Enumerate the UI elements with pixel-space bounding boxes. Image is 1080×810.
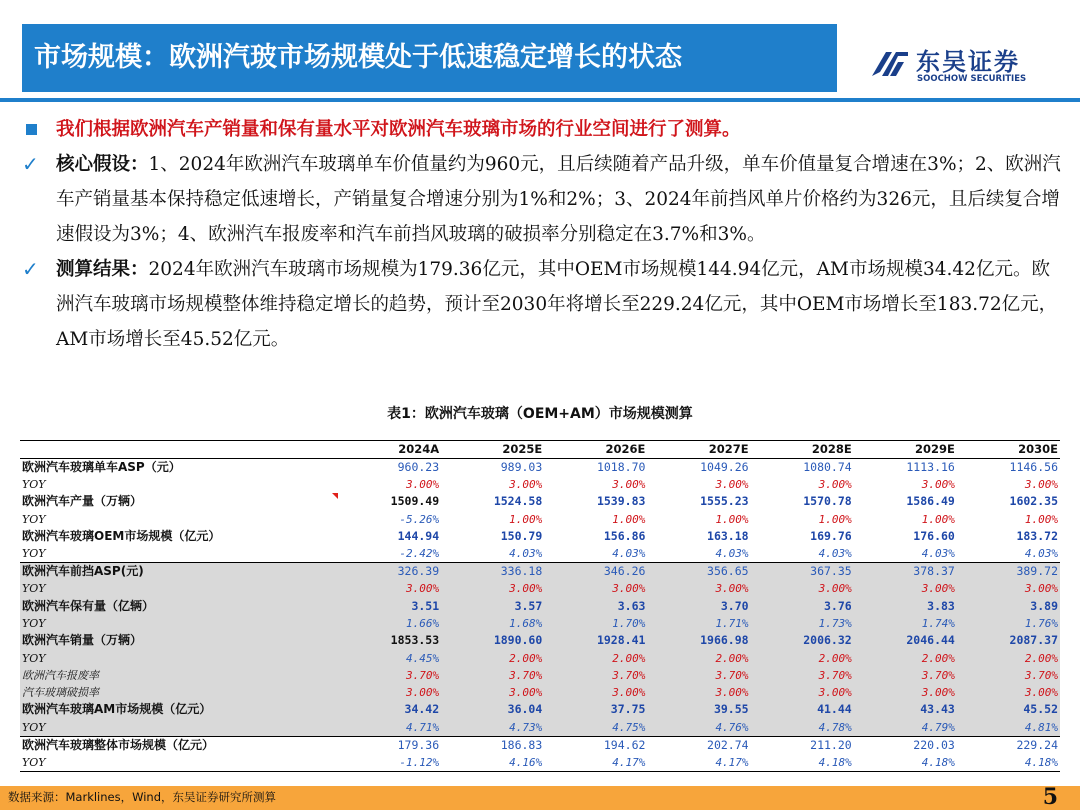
- check-icon: ✓: [22, 257, 39, 281]
- intro-text: 我们根据欧洲汽车产销量和保有量水平对欧洲汽车玻璃市场的行业空间进行了测算。: [56, 119, 741, 140]
- table-cell: 1018.70: [596, 460, 646, 474]
- table-cell: 4.78%: [751, 719, 854, 737]
- table-cell: 4.17%: [647, 754, 750, 772]
- table-row: [20, 597, 1060, 614]
- table-cell: 36.04: [441, 701, 544, 718]
- table-cell: 3.70%: [854, 667, 957, 684]
- table-cell: 3.51: [338, 597, 441, 614]
- table-cell: 3.00%: [612, 478, 646, 492]
- table-cell: 1113.16: [906, 460, 955, 474]
- table-row: [20, 511, 1060, 528]
- table-cell: 3.00%: [1024, 478, 1058, 492]
- table-cell: 144.94: [397, 529, 440, 544]
- table-cell: 1.00%: [715, 512, 749, 526]
- table-title: 表1：欧洲汽车玻璃（OEM+AM）市场规模测算: [387, 406, 693, 422]
- logo-english-name: SOOCHOW SECURITIES: [917, 74, 1027, 84]
- table-cell: 1570.78: [803, 494, 852, 509]
- table-row: [20, 476, 1060, 493]
- table-cell: 39.55: [647, 701, 750, 718]
- row-label-text: YOY: [22, 512, 46, 526]
- source-note: 数据来源：Marklines，Wind，东吴证券研究所测算: [8, 790, 277, 804]
- table-body: [20, 459, 1060, 772]
- row-label-text: 欧洲汽车玻璃AM市场规模（亿元）: [22, 702, 212, 717]
- table-row: [20, 615, 1060, 632]
- table-cell: 1.00%: [921, 512, 955, 526]
- table-row: [20, 563, 1060, 581]
- row-label-text: YOY: [22, 720, 46, 734]
- table-cell: 43.43: [854, 701, 957, 718]
- row-label: [20, 754, 338, 772]
- year-header: 2026E: [544, 441, 647, 459]
- table-cell: 389.72: [957, 563, 1060, 581]
- table-cell: 186.83: [441, 736, 544, 754]
- market-size-table: [20, 440, 1060, 772]
- table-cell: 2087.37: [957, 632, 1060, 649]
- table-cell: 1524.58: [493, 494, 543, 509]
- row-label: [20, 632, 338, 649]
- table-cell: 3.00%: [751, 684, 854, 701]
- table-cell: 3.00%: [338, 684, 441, 701]
- row-label-text: YOY: [22, 755, 46, 769]
- table-cell: 3.89: [957, 597, 1060, 614]
- table-cell: 4.03%: [509, 547, 543, 561]
- row-label: [20, 667, 338, 684]
- table-row: [20, 649, 1060, 666]
- row-label: [20, 511, 338, 528]
- table-cell: 3.00%: [854, 580, 957, 597]
- year-header: 2029E: [854, 441, 957, 459]
- header-divider: [0, 98, 1080, 102]
- row-label: [20, 597, 338, 614]
- logo-chinese-name: 东吴证券: [916, 48, 1020, 76]
- table-cell: 3.00%: [854, 684, 957, 701]
- row-label-text: 欧洲汽车保有量（亿辆）: [22, 598, 155, 613]
- table-cell: 2.00%: [751, 649, 854, 666]
- table-cell: 183.72: [1016, 529, 1058, 544]
- check-icon: ✓: [22, 152, 39, 176]
- table-cell: 163.18: [707, 529, 749, 544]
- row-label: [20, 649, 338, 666]
- table-row: [20, 736, 1060, 754]
- table-row: [20, 667, 1060, 684]
- row-label-text: 欧洲汽车销量（万辆）: [22, 633, 143, 648]
- table-cell: 3.00%: [957, 684, 1060, 701]
- header-blank: [20, 441, 338, 459]
- table-cell: 3.83: [854, 597, 957, 614]
- table-cell: 1146.56: [1009, 460, 1058, 474]
- table-cell: 3.70: [647, 597, 750, 614]
- table-cell: 3.76: [751, 597, 854, 614]
- row-label: [20, 476, 338, 493]
- table-cell: 3.63: [544, 597, 647, 614]
- row-label-text: 欧洲汽车玻璃整体市场规模（亿元）: [22, 737, 215, 752]
- table-cell: 3.00%: [647, 684, 750, 701]
- table-cell: 2046.44: [854, 632, 957, 649]
- table-cell: 1.68%: [441, 615, 544, 632]
- table-cell: 3.70%: [544, 667, 647, 684]
- table-cell: 150.79: [500, 529, 543, 544]
- table-cell: 2.00%: [957, 649, 1060, 666]
- row-label: [20, 528, 338, 545]
- table-cell: 3.00%: [406, 478, 440, 492]
- table-cell: 1.00%: [1024, 512, 1058, 526]
- table-row: [20, 545, 1060, 563]
- table-cell: 3.70%: [441, 667, 544, 684]
- table-cell: -5.26%: [399, 512, 440, 526]
- body-text: [22, 112, 1062, 357]
- table-cell: 1586.49: [906, 494, 955, 509]
- table-row: [20, 580, 1060, 597]
- table-cell: 326.39: [338, 563, 441, 581]
- row-label: [20, 545, 338, 563]
- table-header-row: [20, 441, 1060, 459]
- table-cell: 4.18%: [751, 754, 854, 772]
- bullet-intro: [22, 112, 1062, 147]
- table-cell: -2.42%: [399, 547, 440, 561]
- table-cell: 336.18: [441, 563, 544, 581]
- row-label: [20, 701, 338, 718]
- table-cell: 4.75%: [544, 719, 647, 737]
- table-cell: 169.76: [810, 529, 852, 544]
- table-cell: -1.12%: [338, 754, 441, 772]
- table-row: [20, 754, 1060, 772]
- row-label-text: 欧洲汽车报废率: [22, 668, 99, 682]
- table-row: [20, 528, 1060, 545]
- year-header: 2028E: [751, 441, 854, 459]
- bullet-assumption: [22, 147, 1062, 252]
- table-cell: 4.16%: [441, 754, 544, 772]
- row-label-text: YOY: [22, 651, 46, 665]
- table-cell: 37.75: [544, 701, 647, 718]
- table-cell: 3.00%: [647, 580, 750, 597]
- table-cell: 1966.98: [647, 632, 750, 649]
- table-cell: 3.00%: [441, 684, 544, 701]
- table-cell: 3.00%: [544, 684, 647, 701]
- table-cell: 220.03: [854, 736, 957, 754]
- table-cell: 211.20: [751, 736, 854, 754]
- table-row: [20, 459, 1060, 477]
- table-row: [20, 493, 1060, 510]
- table-cell: 960.23: [397, 460, 440, 474]
- row-label-text: 欧洲汽车玻璃OEM市场规模（亿元）: [22, 529, 221, 544]
- year-header: 2027E: [647, 441, 750, 459]
- table-cell: 989.03: [500, 460, 543, 474]
- table-cell: 3.70%: [957, 667, 1060, 684]
- table-cell: 4.18%: [957, 754, 1060, 772]
- table-cell: 2.00%: [647, 649, 750, 666]
- year-header: 2025E: [441, 441, 544, 459]
- row-label: [20, 459, 338, 477]
- table-cell: 3.00%: [715, 478, 749, 492]
- row-label-text: YOY: [22, 478, 46, 492]
- page-title: 市场规模：欧洲汽玻市场规模处于低速稳定增长的状态: [22, 24, 837, 92]
- table-row: [20, 632, 1060, 649]
- table-cell: 3.70%: [338, 667, 441, 684]
- table-cell: 4.03%: [1024, 547, 1058, 561]
- table-cell: 4.71%: [338, 719, 441, 737]
- table-cell: 2.00%: [544, 649, 647, 666]
- logo: [868, 42, 1058, 88]
- table-cell: 3.00%: [751, 580, 854, 597]
- table-cell: 1602.35: [1009, 494, 1058, 509]
- row-label: [20, 580, 338, 597]
- row-label-text: YOY: [22, 582, 46, 596]
- table-cell: 1.00%: [818, 512, 852, 526]
- row-label-text: YOY: [22, 547, 46, 561]
- table-cell: 4.03%: [715, 547, 749, 561]
- assumption-text: 1、2024年欧洲汽车玻璃单车价值量约为960元，且后续随着产品升级，单车价值量复合增速在3%；2、欧洲汽车产销量基本保持稳定低速增长，产销量复合增速分别为1%和2%；3、2024年前挡风单片价格约为326元，且后续复合增速假设为3%；4、欧洲汽车报废率和汽车前挡风玻璃的破损率分别稳定在3.7%和3%。: [56, 154, 1061, 245]
- table-cell: 3.00%: [544, 580, 647, 597]
- table-cell: 3.00%: [957, 580, 1060, 597]
- table-cell: 3.00%: [509, 478, 543, 492]
- table-cell: 3.00%: [818, 478, 852, 492]
- table-cell: 45.52: [957, 701, 1060, 718]
- result-text: 2024年欧洲汽车玻璃市场规模为179.36亿元，其中OEM市场规模144.94亿元，AM市场规模34.42亿元。欧洲汽车玻璃市场规模整体维持稳定增长的趋势，预计至2030年将增长至229.24亿元，其中OEM市场增长至183.72亿元，AM市场增长至45.52亿元。: [56, 259, 1058, 350]
- row-label: [20, 563, 338, 581]
- row-label-text: 汽车玻璃破损率: [22, 686, 99, 700]
- table-row: [20, 701, 1060, 718]
- table-cell: 2006.32: [751, 632, 854, 649]
- table-cell: 1.66%: [338, 615, 441, 632]
- table-cell: 202.74: [647, 736, 750, 754]
- table-cell: 378.37: [854, 563, 957, 581]
- table-cell: 229.24: [957, 736, 1060, 754]
- table-cell: 4.81%: [957, 719, 1060, 737]
- row-label: [20, 615, 338, 632]
- table-cell: 1.76%: [957, 615, 1060, 632]
- row-label: [20, 736, 338, 754]
- table-cell: 1509.49: [390, 494, 440, 509]
- table-cell: 4.76%: [647, 719, 750, 737]
- bullet-result: [22, 252, 1062, 357]
- table-cell: 346.26: [544, 563, 647, 581]
- table-cell: 1890.60: [441, 632, 544, 649]
- table-cell: 4.17%: [544, 754, 647, 772]
- row-label-text: 欧洲汽车前挡ASP(元): [22, 564, 144, 579]
- table-cell: 2.00%: [441, 649, 544, 666]
- table-cell: 3.70%: [647, 667, 750, 684]
- table-cell: 1080.74: [803, 460, 852, 474]
- row-label-text: 欧洲汽车玻璃单车ASP（元）: [22, 460, 181, 474]
- table-cell: 1555.23: [700, 494, 749, 509]
- table-cell: 3.57: [441, 597, 544, 614]
- row-label: [20, 493, 338, 510]
- table-cell: 41.44: [751, 701, 854, 718]
- table-cell: 4.03%: [921, 547, 955, 561]
- year-header: 2024A: [338, 441, 441, 459]
- page-number: 5: [1042, 784, 1058, 810]
- table-cell: 1853.53: [338, 632, 441, 649]
- footer-bar: [0, 786, 1080, 810]
- table-cell: 4.79%: [854, 719, 957, 737]
- table-cell: 1928.41: [544, 632, 647, 649]
- row-label-text: 欧洲汽车产量（万辆）: [22, 494, 143, 509]
- table-cell: 1.74%: [854, 615, 957, 632]
- table-cell: 1.70%: [544, 615, 647, 632]
- table-cell: 34.42: [338, 701, 441, 718]
- table-cell: 156.86: [603, 529, 646, 544]
- table-cell: 179.36: [338, 736, 441, 754]
- table-cell: 4.18%: [854, 754, 957, 772]
- table-cell: 3.00%: [441, 580, 544, 597]
- table-cell: 367.35: [751, 563, 854, 581]
- table-row: [20, 684, 1060, 701]
- row-label-text: YOY: [22, 616, 46, 630]
- year-header: 2030E: [957, 441, 1060, 459]
- assumption-lead: 核心假设：: [56, 154, 149, 175]
- table-cell: 1539.83: [596, 494, 646, 509]
- row-label: [20, 719, 338, 737]
- table-cell: 356.65: [647, 563, 750, 581]
- table-cell: 4.45%: [338, 649, 441, 666]
- table-cell: 1049.26: [700, 460, 749, 474]
- table-cell: 4.73%: [441, 719, 544, 737]
- table-cell: 1.71%: [647, 615, 750, 632]
- table-cell: 4.03%: [612, 547, 646, 561]
- table-cell: 176.60: [913, 529, 955, 544]
- table-cell: 3.00%: [921, 478, 955, 492]
- comment-flag-icon: [332, 493, 338, 499]
- square-bullet-icon: [26, 124, 37, 135]
- table-cell: 194.62: [544, 736, 647, 754]
- result-lead: 测算结果：: [56, 259, 149, 280]
- table-cell: 1.73%: [751, 615, 854, 632]
- soochow-logo-icon: [868, 46, 912, 82]
- table-row: [20, 719, 1060, 737]
- table-cell: 3.70%: [751, 667, 854, 684]
- table-cell: 1.00%: [509, 512, 543, 526]
- table-cell: 4.03%: [818, 547, 852, 561]
- table-cell: 1.00%: [612, 512, 646, 526]
- table-cell: 3.00%: [338, 580, 441, 597]
- row-label: [20, 684, 338, 701]
- table-cell: 2.00%: [854, 649, 957, 666]
